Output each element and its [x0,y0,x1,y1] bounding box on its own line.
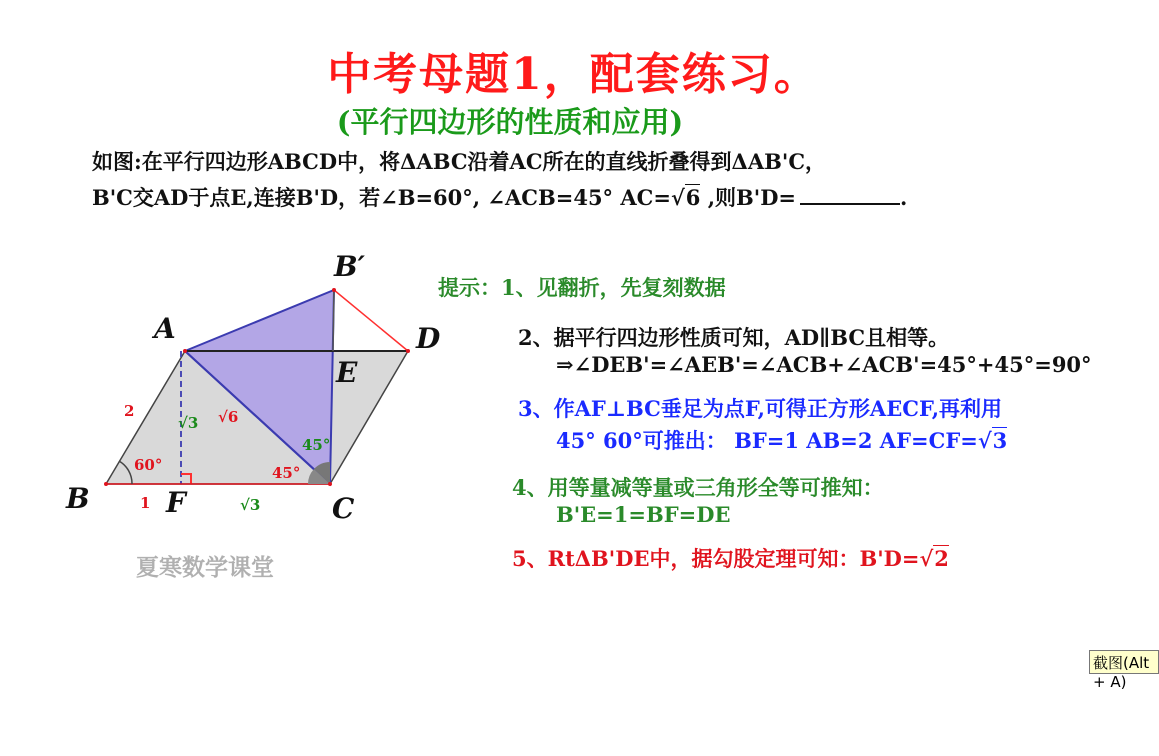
radicand: 3 [992,428,1008,453]
page-title: 中考母题1，配套练习。 [327,49,820,100]
label-fc-len: √3 [240,496,261,514]
label-angle-acbp: 45° [302,436,331,454]
label-angle-acb: 45° [272,464,301,482]
problem-line-2: B'C交AD于点E,连接B'D，若∠B=60°, ∠ACB=45° AC=√6 ,则B'D= . [92,185,908,210]
hint-4a: 4、用等量减等量或三角形全等可推知： [512,475,884,500]
label-angle-b: 60° [134,456,163,474]
point-a [183,349,187,353]
label-af-len: √3 [178,414,199,432]
label-e: E [336,356,358,389]
hint-3b: 45° 60°可推出： BF=1 AB=2 AF=CF=√3 [556,428,1008,453]
label-c: C [332,492,355,525]
hint-3a: 3、作AF⊥BC垂足为点F,可得正方形AECF,再利用 [518,396,1003,421]
point-c [328,482,332,486]
problem-line-1: 如图:在平行四边形ABCD中，将ΔABC沿着AC所在的直线折叠得到ΔAB'C， [92,149,827,174]
point-d [406,349,410,353]
answer-blank [800,203,900,205]
radicand: 2 [934,546,949,571]
label-bp: B′ [334,250,366,283]
label-a: A [154,312,176,345]
hint-1: 提示：1、见翻折，先复刻数据 [438,275,726,300]
label-ab-len: 2 [124,402,135,420]
label-bf-len: 1 [140,494,151,512]
point-b [104,482,108,486]
hint-5: 5、RtΔB'DE中，据勾股定理可知：B'D=√2 [512,546,949,571]
segment-bpd [334,290,408,351]
screenshot-button[interactable]: 截图(Alt + A) [1089,650,1159,674]
hint-2b: ⇒∠DEB'=∠AEB'=∠ACB+∠ACB'=45°+45°=90° [556,352,1092,377]
hint-2a: 2、据平行四边形性质可知，AD∥BC且相等。 [518,325,950,350]
segment-bpe [333,290,334,351]
page-subtitle: (平行四边形的性质和应用) [336,105,684,139]
label-d: D [416,322,441,355]
parallelogram-diagram [50,240,490,590]
label-f: F [166,486,186,519]
label-b: B [66,482,90,515]
point-bp [332,288,336,292]
hint-4b: B'E=1=BF=DE [556,502,731,527]
watermark: 夏寒数学课堂 [136,554,274,581]
radicand: 6 [685,185,701,210]
label-ac-len: √6 [218,408,239,426]
